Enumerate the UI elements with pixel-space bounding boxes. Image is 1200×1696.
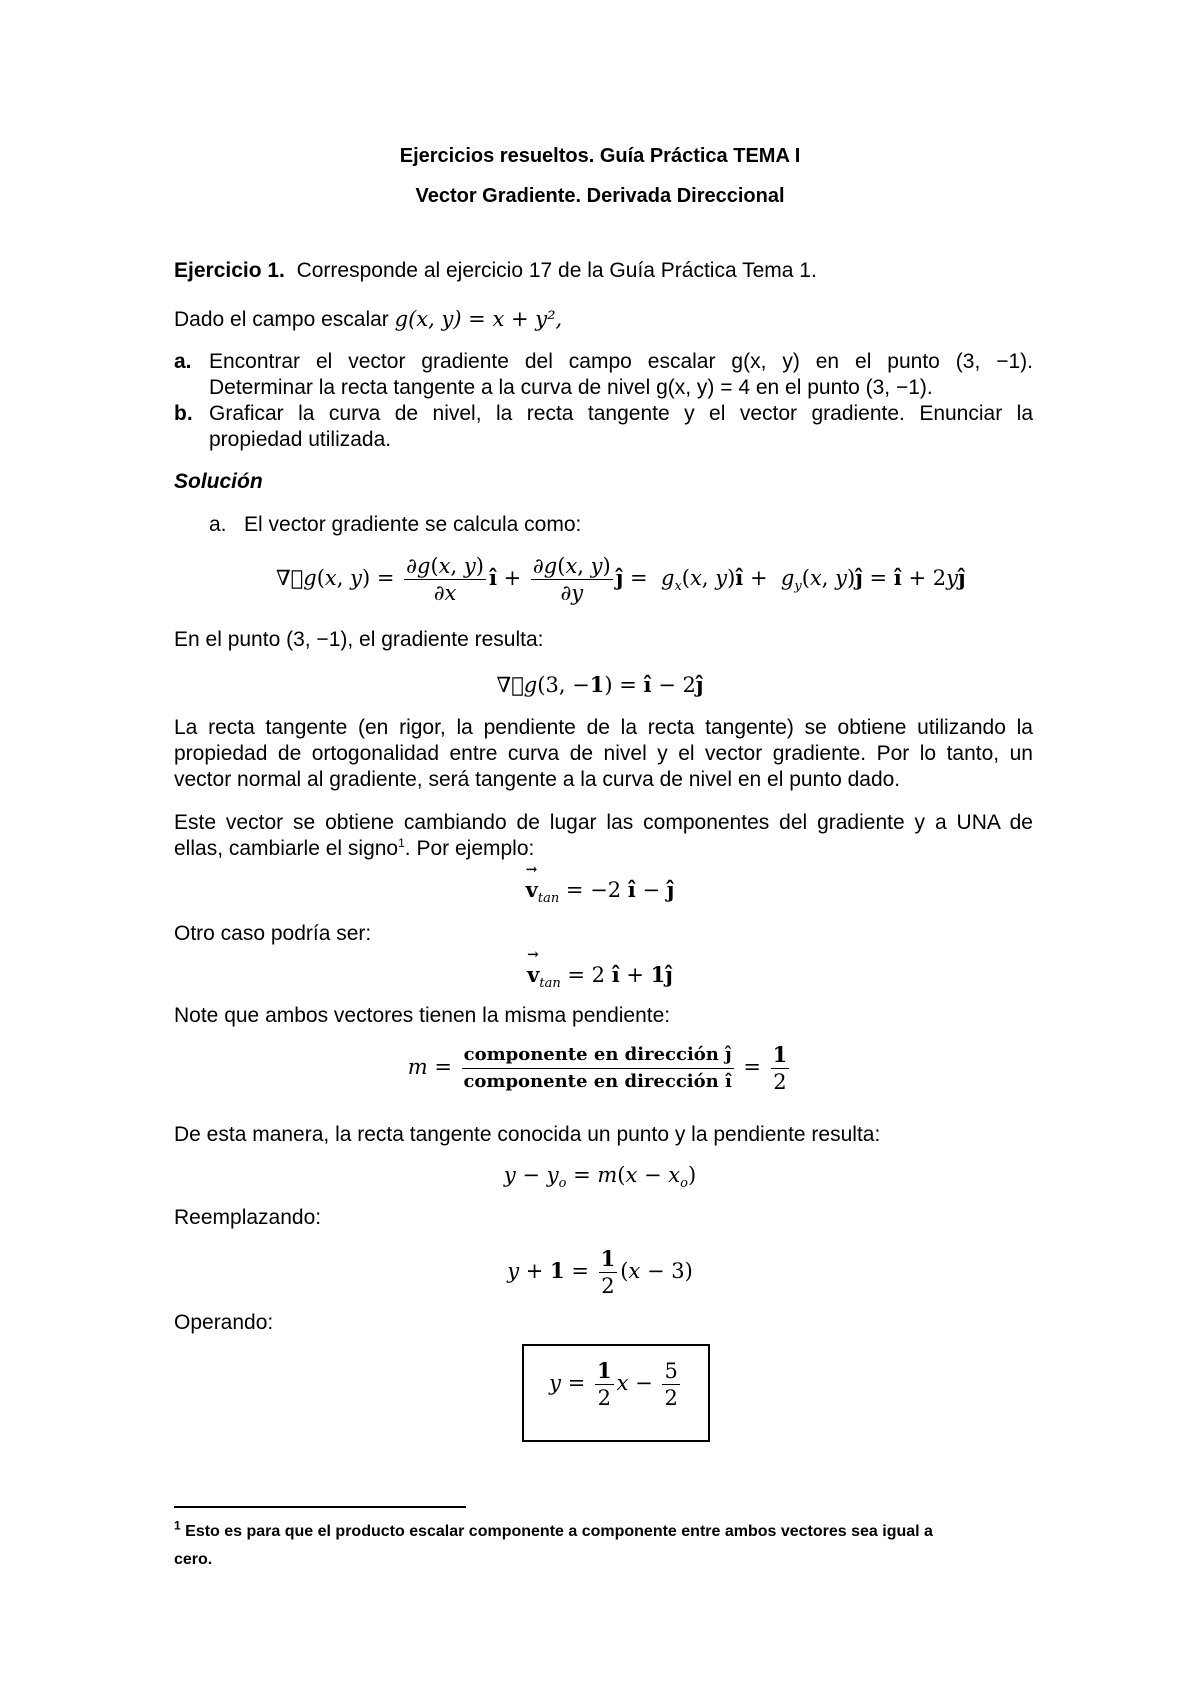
part-a-label: a.	[174, 350, 192, 373]
gradient-at-point: ∇⃗g(3, −1) = î − 2ĵ	[496, 672, 704, 697]
operate-text: Operando:	[174, 1311, 274, 1334]
result-formula: y = $\frac{1}{2}$ x − $\frac{5}{2}$	[549, 1358, 678, 1410]
para1-line3: vector normal al gradiente, será tangente a la curva de nivel en el punto dado.	[174, 768, 901, 791]
para1-line1: La recta tangente (en rigor, la pendiente de la recta tangente) se obtiene utilizando la	[174, 716, 1033, 739]
para2-line2: ellas, cambiarle el signo$^1$. Por ejemplo:	[174, 836, 535, 860]
exercise-heading	[174, 258, 817, 284]
part-a-line2: Determinar la recta tangente a la curva de nivel g(x, y) = 4 en el punto (3, −1).	[209, 376, 933, 399]
solution-heading: Solución	[174, 470, 263, 493]
slope-formula: m = $\frac{\text{componente en dirección ĵ}}{\text{componente en dirección î}}$ = $\frac{1}{2}$	[407, 1042, 788, 1094]
replace-text: Reemplazando:	[174, 1206, 322, 1229]
step-a-text: El vector gradiente se calcula como:	[244, 513, 582, 536]
para2-line1: Este vector se obtiene cambiando de lugar las componentes del gradiente y a UNA de	[174, 811, 1033, 834]
given-formula: g(x, y) = x + y²,	[394, 307, 563, 331]
exercise-reference: Corresponde al ejercicio 17 de la Guía Práctica Tema 1.	[296, 259, 817, 282]
document-title: Ejercicios resueltos. Guía Práctica TEMA I	[399, 145, 801, 167]
vtan-2: → $v_{tan} = 2$ î + 1ĵ	[0, 962, 1200, 987]
document-subtitle: Vector Gradiente. Derivada Direccional	[415, 185, 785, 207]
other-case-text: Otro caso podría ser:	[174, 922, 372, 945]
part-b-label: b.	[174, 402, 193, 425]
part-b-line1: Graficar la curva de nivel, la recta tangente y el vector gradiente. Enunciar la	[209, 402, 1033, 425]
vtan-1: → $v_{tan} = -2$ î − ĵ	[0, 877, 1200, 902]
point-slope-formula: $y - y_o = m(x - x_o)$	[503, 1163, 697, 1192]
part-b-line2: propiedad utilizada.	[209, 428, 392, 451]
note-text: Note que ambos vectores tienen la misma pendiente:	[174, 1004, 671, 1027]
exercise-label: Ejercicio 1.	[174, 259, 285, 282]
replace-formula: y + 1 = $\frac{1}{2}$ (x − 3)	[507, 1246, 693, 1298]
footnote-line2: cero.	[174, 1551, 213, 1568]
at-point-text: En el punto (3, −1), el gradiente resulta:	[174, 628, 544, 651]
footnote-separator	[174, 1506, 466, 1508]
footnote-mark: 1	[398, 836, 405, 850]
part-a-line1: Encontrar el vector gradiente del campo escalar g(x, y) en el punto (3, −1).	[209, 350, 1033, 373]
given-text: Dado el campo escalar	[174, 308, 389, 331]
line-text: De esta manera, la recta tangente conocida un punto y la pendiente resulta:	[174, 1123, 881, 1146]
step-a: a. El vector gradiente se calcula como:	[209, 513, 582, 536]
footnote-line1: $^1$ Esto es para que el producto escalar componente a componente entre ambos vectores sea igual a	[174, 1518, 933, 1540]
gradient-formula: ∇⃗g(x, y) = $\frac{\partial g(x, y)}{\partial x}$ î + $\frac{\partial g(x, y)}{\partial y}$ ĵ = $g_x(x$, y)î + $g_y(x$, y)ĵ = î + 2yĵ	[276, 554, 966, 605]
exercise-given	[174, 306, 562, 333]
para1-line2: propiedad de ortogonalidad entre curva de nivel y el vector gradiente. Por lo tanto, un	[174, 742, 1033, 765]
